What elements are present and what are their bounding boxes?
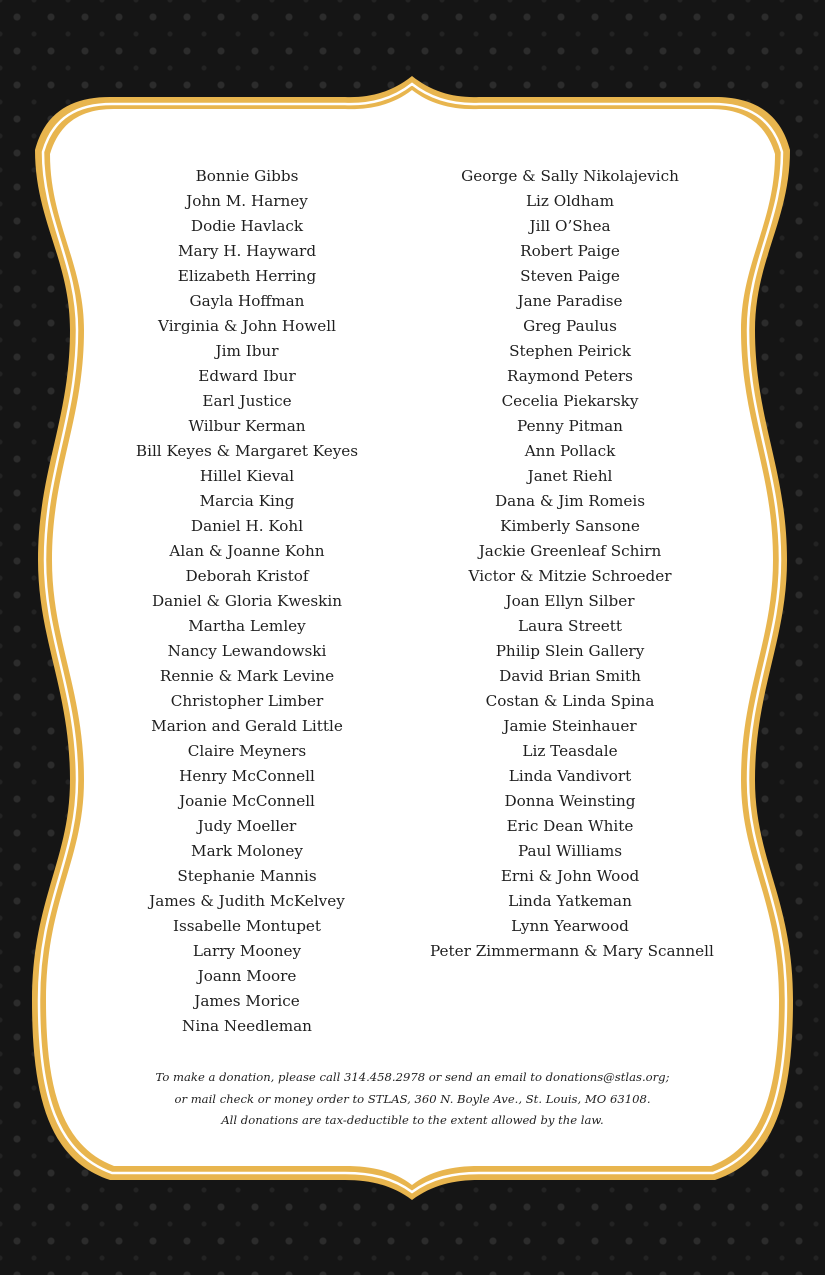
donor-name: Joanie McConnell	[179, 792, 315, 810]
donor-name: Stephen Peirick	[509, 342, 631, 360]
donor-name: Joann Moore	[197, 967, 297, 985]
donor-name: Edward Ibur	[198, 367, 296, 385]
donation-info-line: or mail check or money order to STLAS, 360 N. Boyle Ave., St. Louis, MO 63108.	[174, 1091, 651, 1106]
donor-name: Laura Streett	[517, 617, 622, 635]
donor-name: Judy Moeller	[197, 817, 297, 835]
donor-name: Nancy Lewandowski	[167, 642, 327, 660]
donor-name: David Brian Smith	[499, 667, 641, 685]
donor-name: Joan Ellyn Silber	[505, 592, 635, 610]
donor-name: Henry McConnell	[179, 767, 315, 785]
donor-name: Wilbur Kerman	[188, 417, 306, 435]
donor-name: Kimberly Sansone	[500, 517, 640, 535]
donor-name: Bonnie Gibbs	[195, 167, 299, 185]
donor-name: Liz Teasdale	[522, 742, 618, 760]
donor-name: Penny Pitman	[517, 417, 623, 435]
donor-name: Liz Oldham	[525, 192, 615, 210]
donor-name: Ann Pollack	[524, 442, 616, 460]
donor-name: James & Judith McKelvey	[149, 892, 345, 910]
donation-info-line: All donations are tax-deductible to the extent allowed by the law.	[221, 1113, 604, 1127]
donor-name: Deborah Kristof	[185, 567, 309, 585]
donor-name: Jamie Steinhauer	[503, 717, 637, 735]
donor-name: Gayla Hoffman	[189, 292, 305, 310]
donation-info-line: To make a donation, please call 314.458.2978 or send an email to donations@stlas.org;	[155, 1070, 670, 1084]
donor-name: Marion and Gerald Little	[151, 717, 343, 735]
donor-name: Linda Vandivort	[508, 767, 632, 785]
donor-name: Jane Paradise	[517, 292, 623, 310]
donor-name: Virginia & John Howell	[158, 317, 336, 335]
donor-name: Robert Paige	[520, 242, 620, 260]
donor-name: Rennie & Mark Levine	[159, 667, 335, 685]
donor-name: Paul Williams	[517, 842, 623, 860]
donor-name: George & Sally Nikolajevich	[461, 167, 679, 185]
donor-name: Linda Yatkeman	[508, 892, 632, 910]
donor-name: Nina Needleman	[182, 1017, 312, 1035]
donor-name: Janet Riehl	[527, 467, 613, 485]
donor-name: Christopher Limber	[170, 692, 324, 710]
donor-name: Bill Keyes & Margaret Keyes	[135, 442, 359, 460]
donor-name: Daniel H. Kohl	[190, 517, 304, 535]
donation-info	[110, 1067, 715, 1132]
donor-name: Cecelia Piekarsky	[501, 392, 639, 410]
donor-name: Dodie Havlack	[190, 217, 304, 235]
donor-name: Victor & Mitzie Schroeder	[468, 567, 672, 585]
donor-name: Greg Paulus	[523, 317, 617, 335]
donor-name: Dana & Jim Romeis	[494, 492, 646, 510]
donor-name: John M. Harney	[186, 192, 308, 210]
donor-name: Erni & John Wood	[500, 867, 640, 885]
donor-name: Elizabeth Herring	[177, 267, 317, 285]
donor-name: Lynn Yearwood	[511, 917, 629, 935]
donor-name: Steven Paige	[520, 267, 620, 285]
donor-name: Earl Justice	[202, 392, 292, 410]
donor-name: James Morice	[194, 992, 300, 1010]
donor-name: Issabelle Montupet	[172, 917, 322, 935]
donor-list-left	[127, 164, 367, 1039]
donor-name: Mark Moloney	[191, 842, 303, 860]
donor-name: Alan & Joanne Kohn	[169, 542, 325, 560]
donor-name: Peter Zimmermann & Mary Scannell	[430, 942, 714, 960]
donor-name: Jim Ibur	[215, 342, 279, 360]
donor-name: Costan & Linda Spina	[485, 692, 655, 710]
donor-name: Eric Dean White	[506, 817, 634, 835]
donor-name: Larry Mooney	[192, 942, 302, 960]
donor-name: Jill O’Shea	[529, 217, 611, 235]
donor-name: Daniel & Gloria Kweskin	[152, 592, 342, 610]
donor-name: Mary H. Hayward	[177, 242, 317, 260]
donor-name: Martha Lemley	[188, 617, 306, 635]
donor-name: Hillel Kieval	[199, 467, 295, 485]
donor-name: Claire Meyners	[187, 742, 307, 760]
donor-list-right	[430, 164, 714, 964]
donor-name: Raymond Peters	[507, 367, 633, 385]
donor-name: Philip Slein Gallery	[495, 642, 645, 660]
donor-name: Stephanie Mannis	[177, 867, 317, 885]
donor-name: Donna Weinsting	[504, 792, 636, 810]
donor-name: Marcia King	[199, 492, 295, 510]
donor-name: Jackie Greenleaf Schirn	[478, 542, 662, 560]
